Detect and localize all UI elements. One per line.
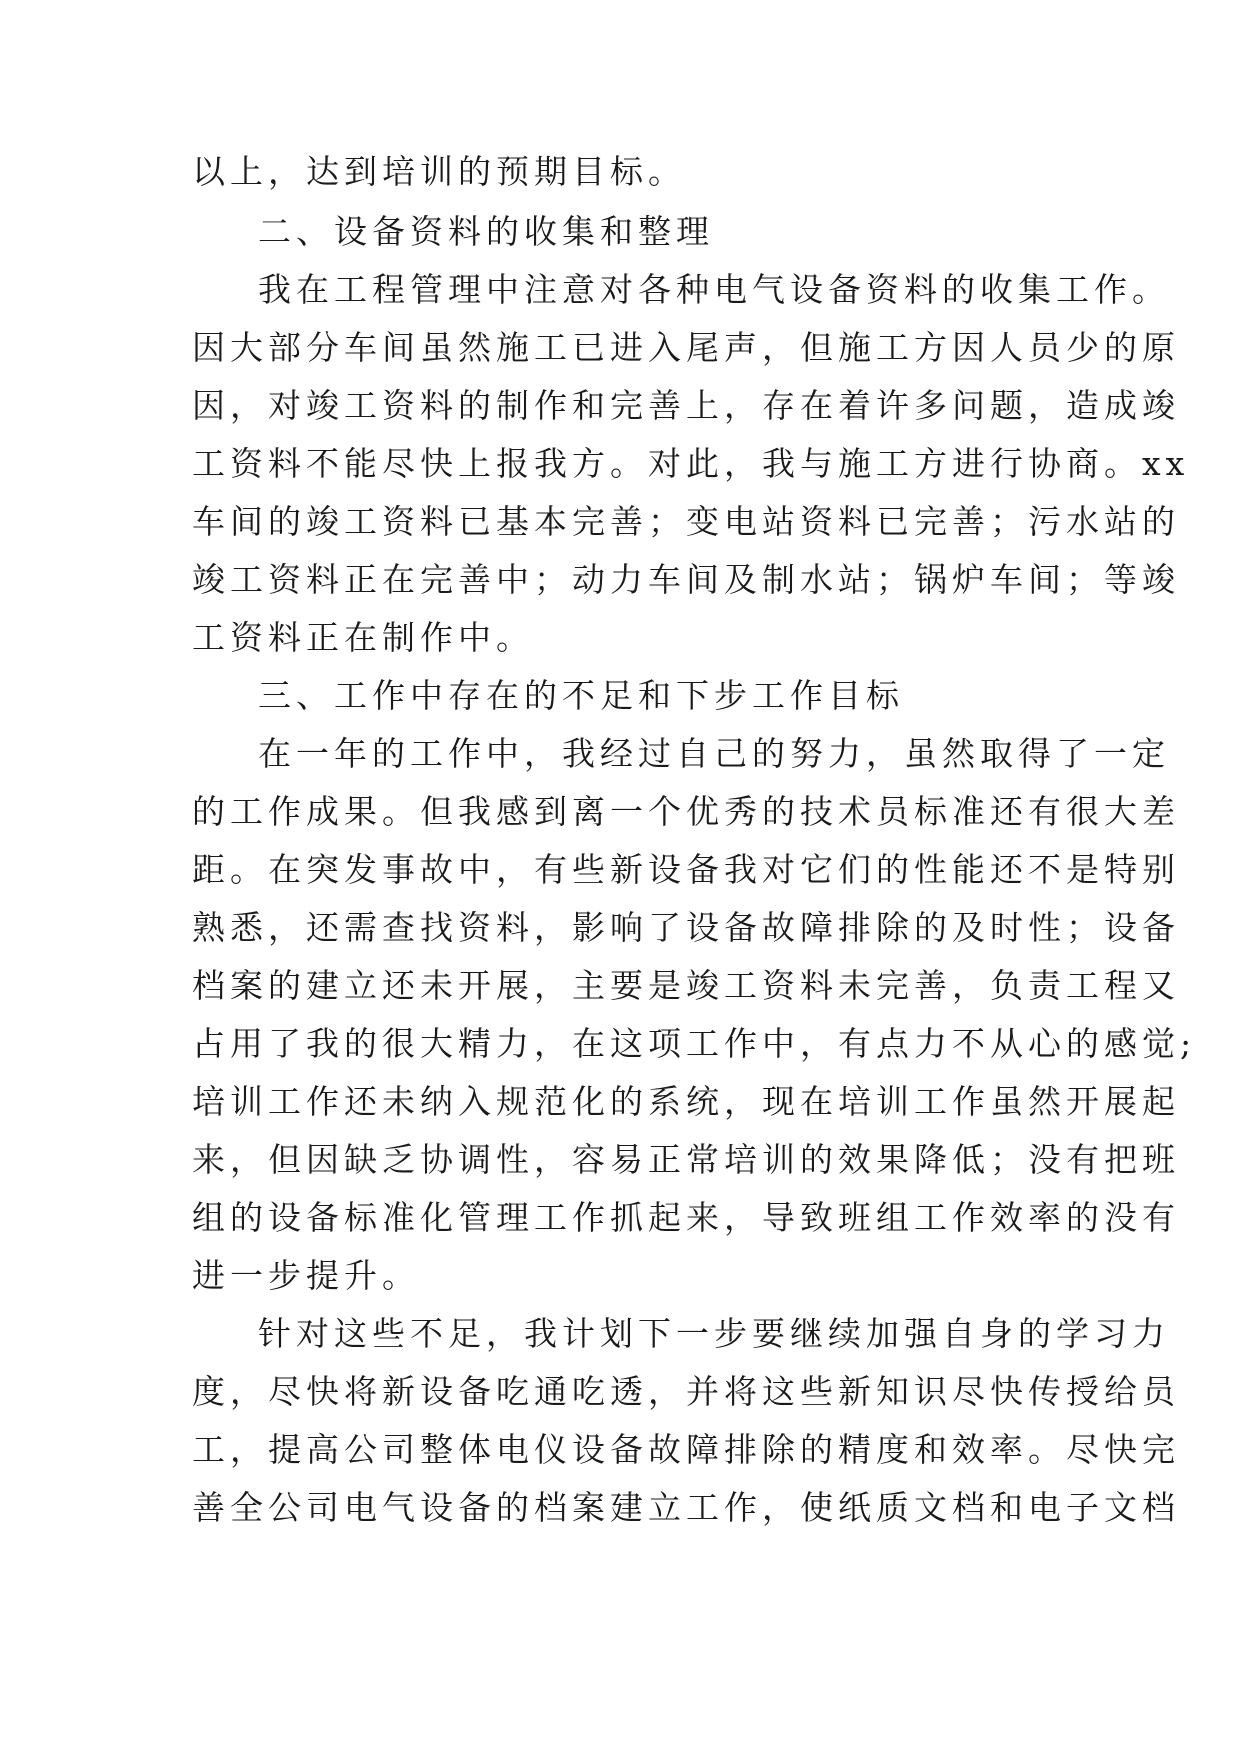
text-line: 的工作成果。但我感到离一个优秀的技术员标准还有很大差 — [192, 792, 1180, 831]
text-line: 以上，达到培训的预期目标。 — [192, 152, 686, 191]
text-line: 工资料不能尽快上报我方。对此，我与施工方进行协商。xx — [192, 444, 1190, 483]
text-line: 来，但因缺乏协调性，容易正常培训的效果降低；没有把班 — [192, 1140, 1180, 1179]
text-line: 档案的建立还未开展，主要是竣工资料未完善，负责工程又 — [192, 966, 1180, 1005]
paragraph-start: 在一年的工作中，我经过自己的努力，虽然取得了一定 — [258, 734, 1170, 773]
text-line: 竣工资料正在完善中；动力车间及制水站；锅炉车间；等竣 — [192, 560, 1180, 599]
paragraph-start: 我在工程管理中注意对各种电气设备资料的收集工作。 — [258, 270, 1170, 309]
text-line: 进一步提升。 — [192, 1256, 420, 1295]
text-line: 距。在突发事故中，有些新设备我对它们的性能还不是特别 — [192, 850, 1180, 889]
text-line: 善全公司电气设备的档案建立工作，使纸质文档和电子文档 — [192, 1488, 1180, 1527]
section-heading-2: 二、设备资料的收集和整理 — [258, 212, 714, 251]
section-heading-3: 三、工作中存在的不足和下步工作目标 — [258, 676, 904, 715]
text-line: 培训工作还未纳入规范化的系统，现在培训工作虽然开展起 — [192, 1082, 1180, 1121]
text-line: 工资料正在制作中。 — [192, 618, 534, 657]
text-line: 车间的竣工资料已基本完善；变电站资料已完善；污水站的 — [192, 502, 1180, 541]
text-line: 因，对竣工资料的制作和完善上，存在着许多问题，造成竣 — [192, 386, 1180, 425]
text-line: 因大部分车间虽然施工已进入尾声，但施工方因人员少的原 — [192, 328, 1180, 367]
text-line: 工，提高公司整体电仪设备故障排除的精度和效率。尽快完 — [192, 1430, 1180, 1469]
text-line: 组的设备标准化管理工作抓起来，导致班组工作效率的没有 — [192, 1198, 1180, 1237]
text-line: 熟悉，还需查找资料，影响了设备故障排除的及时性；设备 — [192, 908, 1180, 947]
text-line: 占用了我的很大精力，在这项工作中，有点力不从心的感觉; — [192, 1024, 1197, 1063]
text-line: 度，尽快将新设备吃通吃透，并将这些新知识尽快传授给员 — [192, 1372, 1180, 1411]
paragraph-start: 针对这些不足，我计划下一步要继续加强自身的学习力 — [258, 1314, 1170, 1353]
